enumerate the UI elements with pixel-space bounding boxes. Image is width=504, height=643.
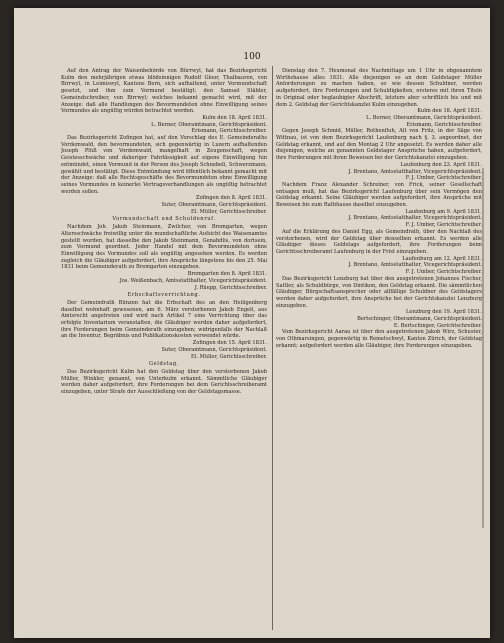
signature-line: J. Rüepp, Gerichtsschreiber. bbox=[194, 284, 267, 291]
column-divider bbox=[272, 66, 273, 630]
page-number: 100 bbox=[243, 52, 261, 62]
signature-line: El. Müller, Gerichtsschreiber. bbox=[190, 353, 267, 360]
notice-paragraph: Nachdem Joh. Jakob Steinmann, Zwilcher, von Bremgarten, wegen Altersschwäche freiwillig unter die mundschaftliche Aufsicht des Waisenamtes gestellt worden, hat dasselbe den Jakob Steinmann, Genabdlis, von dortsein, zum Vormund geordnet. Jeder Handel mit dem Bevormundeten ohne Einwilligung des Vormundes soll als ungültig angesehen werden. Es werden zugleich die Gläubiger aufgefordert, ihre Ansprüche längstens bis den 25. Mai 1831 beim Gemeinderath zu Bremgarten einzugeben. bbox=[61, 224, 267, 271]
section-heading: Erbschaftsverrichtung. bbox=[127, 292, 201, 299]
signature-line: L. Berner, Oberamtmann, Gerichtspräsident. bbox=[151, 121, 267, 128]
notice-paragraph: Das Bezirksgericht Zofingen hat, auf den Vorschlag des E. Gemeinderaths Vordemwald, den bevormundeten, sich gegenwärtig in Luzern aufhaltenden Joseph Plüß von Vordemwald, mangelhaft in Zeugenschaft, wegen Geistesschwäche und daheriger Fahrlässigkeit auf eigene Einwilligung hin entmündet, einen Vormund in der Person des Joseph Schnebeli, Schwerzmann, gewählt und bestätigt. Diese Entmündung wird öffentlich bekannt gemacht mit der Anzeige: daß alle Rechtsgeschäfte des Bevormundeten ohne Einwilligung seines Vormundes in keinerlei Vertragsverhandlungen als ungültig betrachtet werden sollen. bbox=[61, 135, 267, 195]
notice-paragraph: Der Gemeindrath Bünzen hat die Erbschaft des an den Heiligenberg daselbst wohnhaft gewesenen, am 6. März verstorbenen Jakob Engeli, aus Amtsrecht angetreten und wird nach Artikel 7 eine Verrichtung über das erfolgte Inventarium veranstalten, die Gläubiger werden daher aufgefordert, ihre Forderungen beim Gemeinderath einzugeben; widrigenfalls der Nachlaß an die Inventur, Begräbnis und Publikationskosten verwendet würde. bbox=[61, 299, 267, 340]
signature-line: El. Müller, Gerichtsschreiber. bbox=[190, 208, 267, 215]
signature-line: Suter, Oberamtmann, Gerichtspräsident. bbox=[161, 202, 267, 209]
notice-paragraph: Vom Bezirksgericht Aarau ist über den ausgetretenen Jakob Wirz, Schuster, von Othmarsingen, gegenwärtig in Remetschwyl, Kanton Zürich, der Geldstag erkannt; aufgefordert werden alle Gläubiger, ihre Forderungen einzugeben. bbox=[276, 329, 482, 349]
notice-paragraph: Auf die Erklärung des Daniel Egg, als Gemeindrath, über den Nachlaß des verstorbenen, wird der Geldstag über denselben erkannt. Es werden alle Gläubiger dieses Geldstags aufgefordert, ihre Forderungen beim Gerichtsschreiberamt Laufenburg in der Frist einzugeben. bbox=[276, 228, 482, 255]
signature-line: F. J. Umber, Gerichtschreiber. bbox=[405, 175, 482, 182]
notice-paragraph: Gegen Joseph Schmid, Müller, Rothenfluh, Alt von Fritz, in der Säge von Wittnau, ist von dem Bezirksgericht Laufenburg nach §. 3. angeordnet, der Geldstag erkannt, und auf den Montag 2 Uhr angesetzt. Es werden daher alle diejenigen, welche an genannten Geldstager Ansprüche haben, aufgefordert, ihre Forderungen mit ihren Beweisen bei der Gerichtskanzlei einzugeben. bbox=[276, 128, 482, 162]
signature-line: Bremgarten den 8. April 1831. bbox=[187, 271, 267, 278]
signature-line: Zofingen den 15. April 1831. bbox=[192, 340, 267, 347]
signature-line: Laufenburg den 23. April 1831. bbox=[400, 161, 482, 168]
signature-line: E. Bertschinger, Gerichtschreiber. bbox=[393, 322, 482, 329]
notice-paragraph: Auf den Antrag der Waisenbehörde von Bürrwyl, hat das Bezirksgericht Kulm den mehrjährigen etwas blödsinnigen Rudolf Gloor, Thalbauren, von Birrwyl, in Leimiswyl, Kantons Bern, sich aufhaltend, unter Vormundschaft gesetzt, und ihm zum Vormund bestätigt: den Samuel Stähler, Gemeindschreiber, von Birrwyl; welches bekannt gemacht wird, mit der Anzeige: daß alle Handlungen des Bevormundeten ohne Einwilligung seines Vormundes als ungültig würden betrachtet werden. bbox=[61, 68, 267, 115]
page-edge-shadow bbox=[482, 168, 484, 528]
signature-line: Jos. Weißenbach, Amtsstatthalter, Vicegerichtspräsident. bbox=[119, 277, 267, 284]
notice-paragraph: Nachdem Franz Alexander Schreiner, von Frick, seiner Gesellschaft entsagen muß, hat das Bezirksgericht Laufenburg über sein Vermögen den Geldstag erkannt. Seine Gläubiger werden aufgefordert, ihre Ansprüche mit Beweisen bis zum Rathhause daselbst einzugeben. bbox=[276, 181, 482, 209]
signature-line: J. Brentano, Amtsstatthalter, Vicegerichtspräsident. bbox=[348, 262, 482, 269]
signature-line: J. Brentano, Amtsstatthalter, Vicegerichtspräsident. bbox=[348, 168, 482, 175]
right-column bbox=[276, 68, 482, 628]
signature-line: Erismann, Gerichtsschreiber. bbox=[406, 121, 482, 128]
signature-line: Bertschinger, Oberamtmann, Gerichtspräsident. bbox=[357, 316, 482, 323]
signature-line: J. Brentano, Amtsstatthalter, Vicegerichtspräsident. bbox=[348, 215, 482, 222]
signature-line: Lenzburg den 19. April 1831. bbox=[406, 309, 482, 316]
signature-line: L. Berner, Oberamtmann, Gerichtspräsident. bbox=[366, 114, 482, 121]
section-heading: Vormundschaft und Schuldenruf. bbox=[112, 216, 216, 223]
signature-line: Zofingen den 8. April 1831. bbox=[196, 195, 267, 202]
signature-line: Kulm den 18. April 1831. bbox=[417, 108, 482, 115]
signature-line: F. J. Umber, Gerichtschreiber. bbox=[405, 269, 482, 276]
signature-line: Suter, Oberamtmann, Gerichtspräsident. bbox=[161, 346, 267, 353]
signature-line: F. J. Umber, Gerichtschreiber. bbox=[405, 222, 482, 229]
left-column bbox=[61, 68, 267, 628]
newspaper-page bbox=[14, 8, 490, 638]
notice-paragraph: Das Bezirksgericht Lenzburg hat über den ausgetretenen Johannes Fischer, Sattler, als Schuldbürge, von Dintikon, den Geldstag erkannt. Die sämmtlichen Gläubiger, Bürgschaftsansprecher oder allfällige Schuldner des Geldstagers werden daher aufgefordert, ihre Ansprüche bei der Gerichtskanzlei Lenzburg einzugeben. bbox=[276, 275, 482, 309]
section-heading: Geldstag. bbox=[149, 361, 179, 368]
signature-line: Laufenburg am 12. April 1831. bbox=[402, 255, 482, 262]
notice-paragraph: Dienstag den 7. Heumonat des Nachmittags um 1 Uhr in obgenanntem Wirthshause alles 1831. Alle diejenigen so an dem Geldstager Müller Anforderungen zu machen haben, so wie dessen Schuldner, werden aufgefordert, ihre Forderungen und Schuldigkeiten, ersteres mit ihren Titeln in Original oder beglaubigter Abschrift, letztere aber schriftlich bis und mit dem 2. Geldstag der Gerichtskanzlei Kulm einzugeben. bbox=[276, 68, 482, 108]
signature-line: Erismann, Gerichtsschreiber. bbox=[191, 128, 267, 135]
signature-line: Laufenburg am 9. April 1831. bbox=[405, 208, 482, 215]
signature-line: Kulm den 18. April 1831. bbox=[202, 114, 267, 121]
notice-paragraph: Das Bezirksgericht Kulm hat den Geldstag über den verstorbenen Jakob Müller, Winkler, genannt, von Unterkulm erkannt. Sämmtliche Gläubiger werden daher aufgefordert, ihre Forderungen bei dem Gerichtsschreiberamt einzugeben, unter Strafe der Ausschließung von der Geldstagsmasse. bbox=[61, 368, 267, 396]
